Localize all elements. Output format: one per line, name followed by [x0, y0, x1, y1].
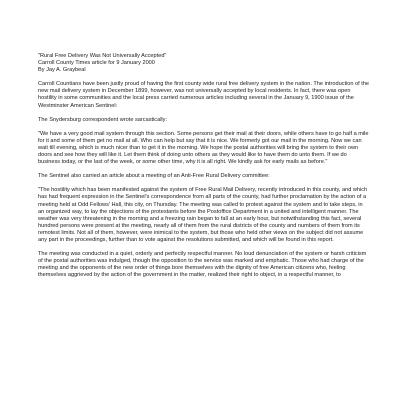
article-byline: By Jay A. Graybeal: [38, 67, 86, 74]
article-header: [38, 53, 370, 74]
paragraph-meeting-conduct: The meeting was conducted in a quiet, orderly and perfectly respectful manner. No loud denunciation of the system or harsh criticism of the postal authorities was indulged, though the opposition to the service was marked and emphatic. Those who had charge of the meeting and the opponents of the new order of things bore themselves with the dignity of free American citizens who, feeling themselves aggrieved by the action of the government in the matter, realized their right to object, in a respectful manner, to: [38, 251, 367, 279]
paragraph-snydersburg-lead: The Snydersburg correspondent wrote sarcastically:: [38, 116, 168, 123]
article-source: Carroll County Times article for 9 January 2000: [38, 60, 155, 67]
paragraph-hostility-quote: "The hostility which has been manifested against the system of Free Rural Mail Delivery, recently introduced in this county, and which has had frequent expression in the Sentinel's correspondence from all parts of the county, had further proclamation by the action of a meeting held at Odd Fellows' Hall, this city, on Thursday. The meeting was called to protest against the system and to take steps, in an organized way, to lay the objections of the protestants before the Postoffice Department in a united and intelligent manner. The weather was very threatening in the morning and a freezing rain began to fall at an early hour, but notwithstanding this fact, several hundred persons were present at the meeting, nearly all of them from the rural districts of the county and numbers of them from its remotest limits. Not all of them, however, were inimical to the system, but those who held other views on the subject did not assume any part in the proceedings, further than to vote against the resolutions submitted, and which will be found in this report.: [38, 187, 368, 243]
paragraph-snydersburg-quote: "We have a very good mail system through this section. Some persons get their mail at their doors, while others have to go half a mile for it and some of them get no mail at all. Who can help but say that it is nice. We formerly got our mail in the morning. Now we can wait till evening, which is much nicer than to get it in the morning. We hope the postal authorities will bring the system to their own doors and see how they will like it. Let them think of doing unto others as they would like to have them do unto them. If we do business today, or the last of the week, or some other time, why it is all right. We kindly ask for early mails as before.": [38, 130, 369, 166]
paragraph-committee-lead: The Sentinel also carried an article about a meeting of an Anti-Free Rural Delivery committee:: [38, 173, 270, 180]
paragraph-intro: Carroll Countians have been justly proud of having the first county wide rural free delivery system in the nation. The introduction of the new mail delivery system in December 1899, however, was not universally accepted by local residents. In fact, there was open hostility in some communities and the local press carried numerous articles including several in the January 9, 1900 issue of the Westminster American Sentinel:: [38, 81, 370, 109]
article-title: "Rural Free Delivery Was Not Universally Accepted": [38, 53, 167, 59]
article-body: [38, 53, 370, 286]
